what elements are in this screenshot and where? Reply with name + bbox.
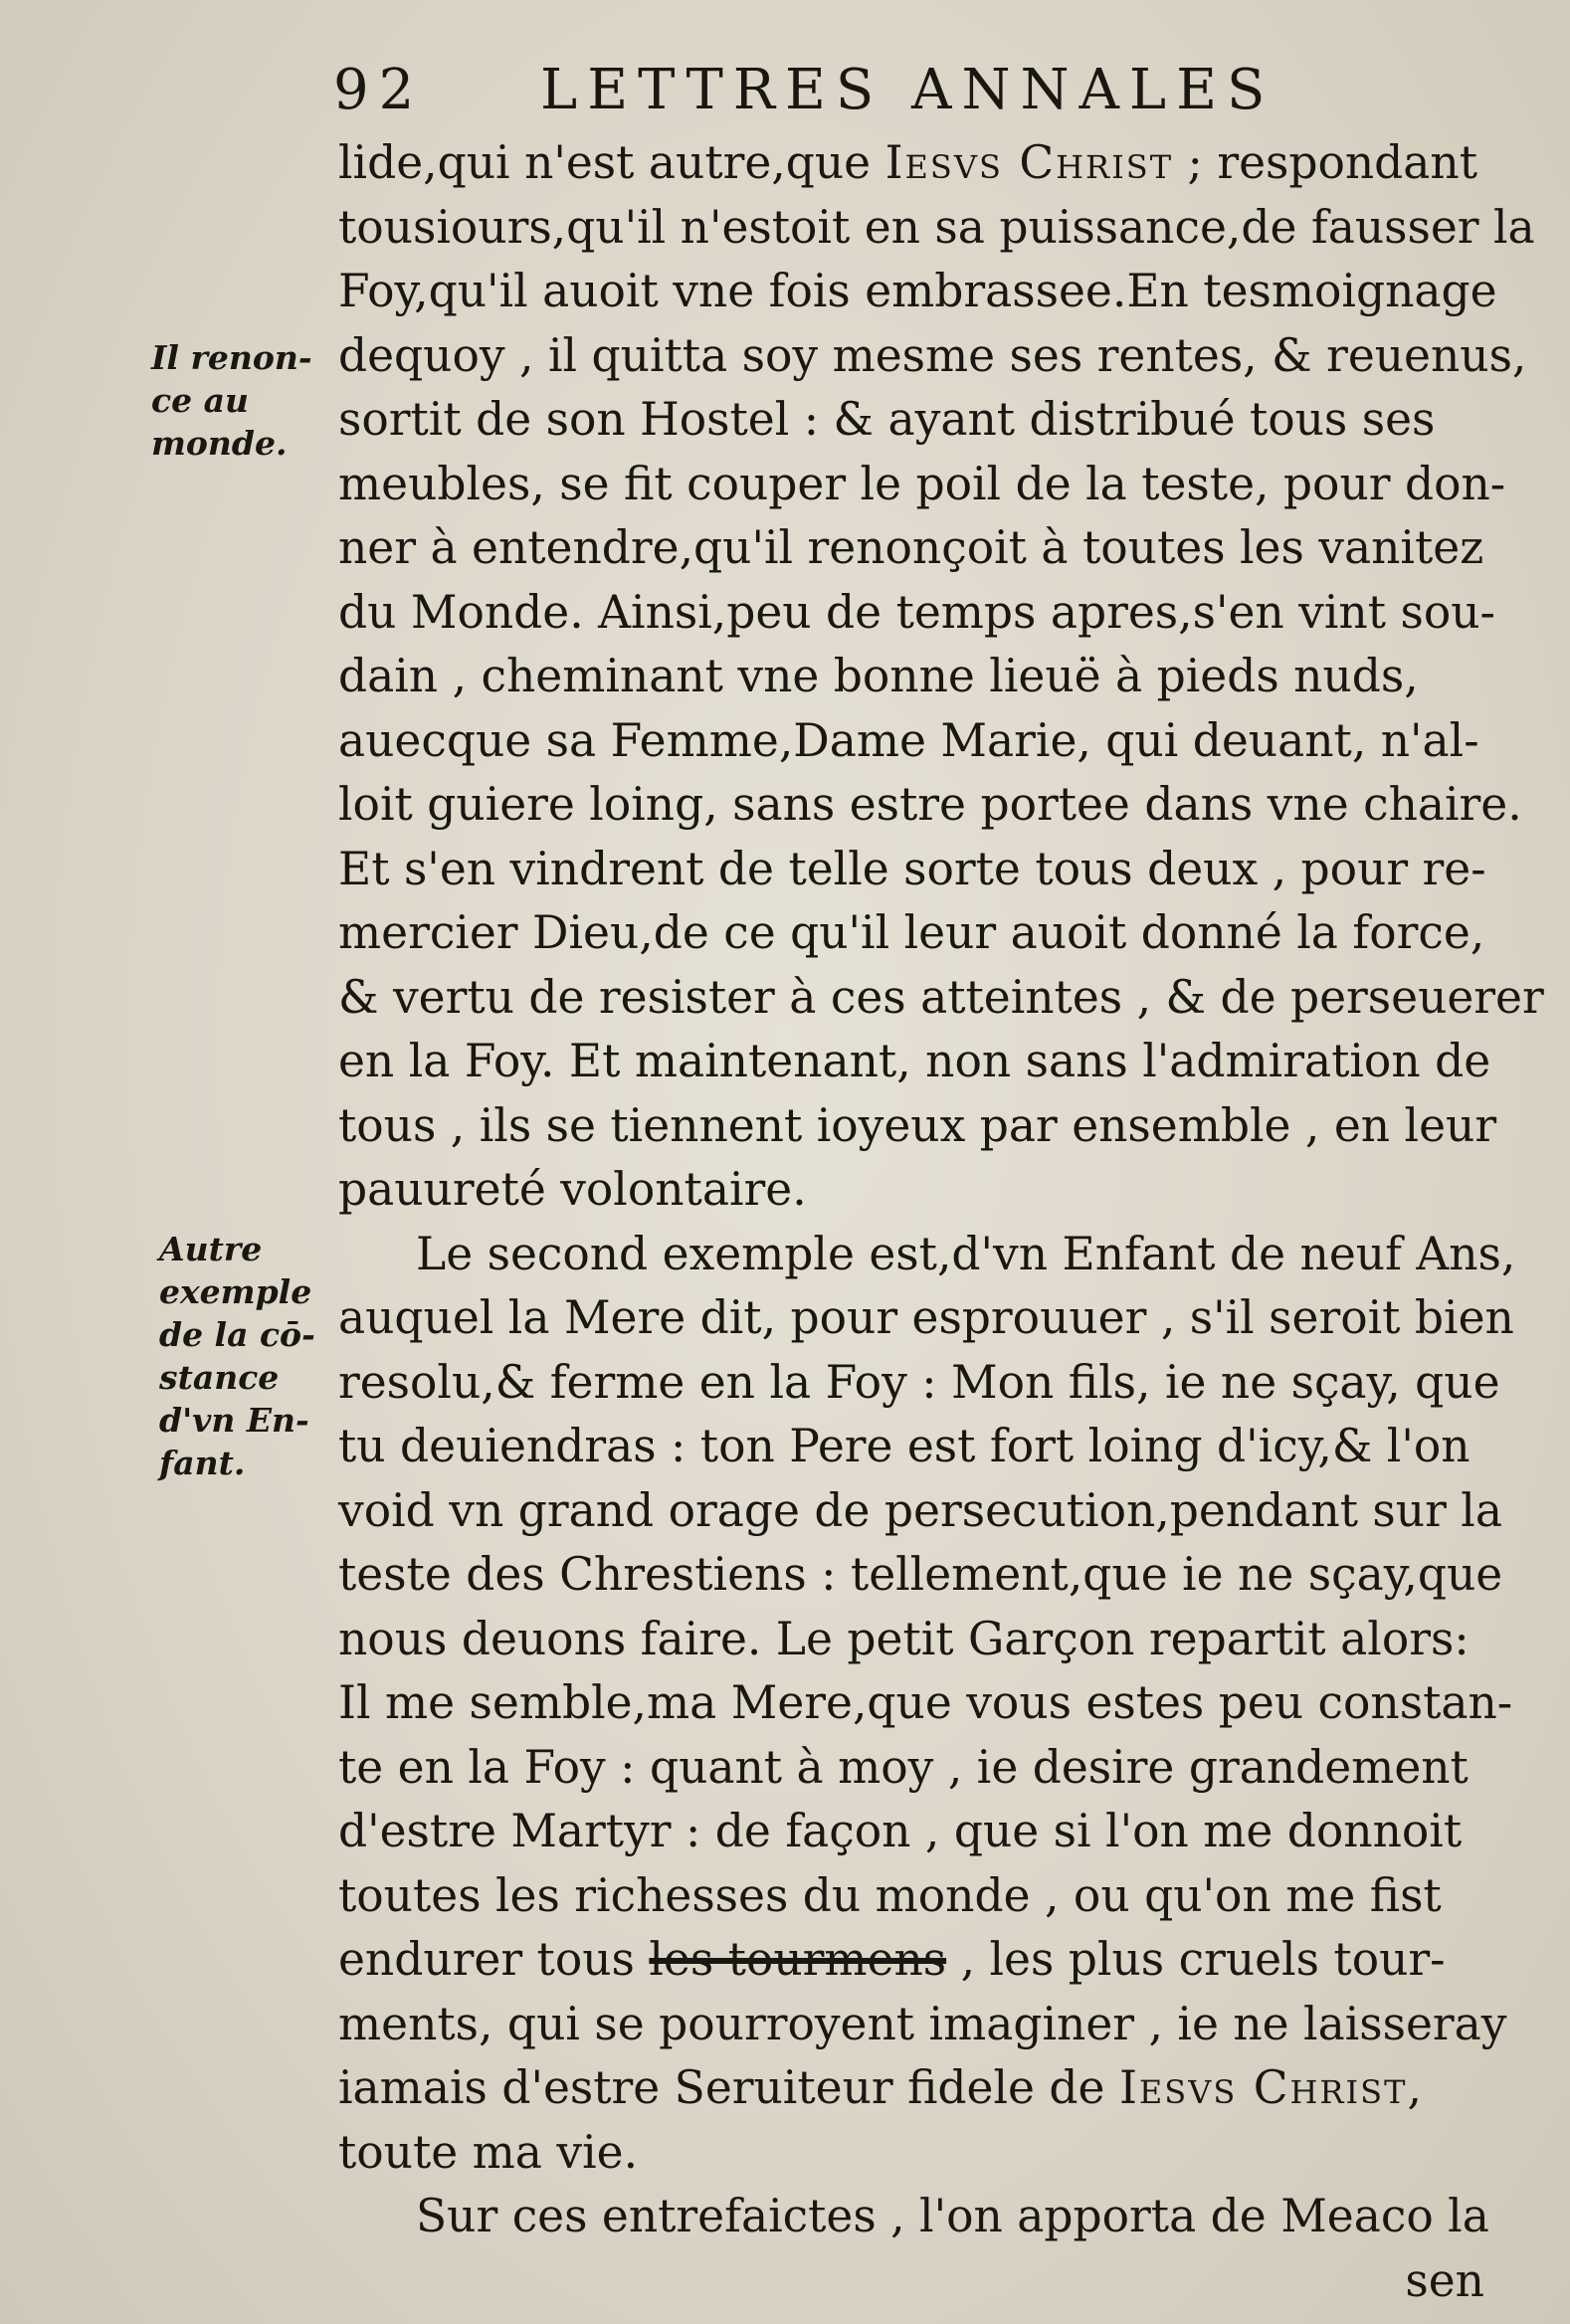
margin-note-line: stance bbox=[159, 1358, 280, 1397]
text-line: Le second exemple est,d'vn Enfant de neuf Ans, bbox=[416, 1227, 1516, 1280]
text-segment: lide,qui n'est autre,que bbox=[338, 136, 885, 189]
margin-note-line: Autre bbox=[159, 1230, 263, 1268]
text-segment: ; respondant bbox=[1173, 136, 1478, 189]
text-line: te en la Foy : quant à moy , ie desire grandement bbox=[338, 1740, 1469, 1794]
text-line: teste des Chrestiens : tellement,que ie ne sçay,que bbox=[338, 1548, 1503, 1601]
text-line: & vertu de resister à ces atteintes , & de perseuerer bbox=[338, 970, 1544, 1024]
text-line: Foy,qu'il auoit vne fois embrassee.En tesmoignage bbox=[338, 265, 1497, 317]
text-line: Et s'en vindrent de telle sorte tous deux , pour re- bbox=[338, 842, 1486, 895]
text-segment: endurer tous bbox=[338, 1933, 650, 1986]
text-line: Sur ces entrefaictes , l'on apporta de Meaco la bbox=[416, 2190, 1489, 2242]
margin-note-line: ce au bbox=[151, 381, 249, 420]
text-line: dain , cheminant vne bonne lieuë à pieds nuds, bbox=[338, 650, 1419, 702]
margin-note-renunciation bbox=[151, 336, 310, 465]
page-number: 92 bbox=[333, 58, 425, 122]
margin-note-line: exemple bbox=[159, 1272, 312, 1311]
margin-note-line: Il renon- bbox=[151, 338, 312, 377]
small-caps-name: Iesvs Christ bbox=[884, 136, 1174, 189]
text-line: auquel la Mere dit, pour esprouuer , s'il seroit bien bbox=[338, 1291, 1514, 1344]
running-header bbox=[333, 58, 1328, 127]
text-line: mercier Dieu,de ce qu'il leur auoit donné la force, bbox=[338, 906, 1485, 959]
catchword: sen bbox=[1405, 2253, 1484, 2307]
text-line: toute ma vie. bbox=[338, 2125, 639, 2179]
text-line: dequoy , il quitta soy mesme ses rentes, & reuenus, bbox=[338, 328, 1527, 382]
margin-note-line: de la cō- bbox=[159, 1315, 315, 1354]
text-line bbox=[338, 2056, 1492, 2121]
text-line: sortit de son Hostel : & ayant distribué tous ses bbox=[338, 393, 1436, 446]
text-segment: , bbox=[1407, 2061, 1422, 2114]
text-line bbox=[338, 131, 1492, 196]
struck-through-text: les tourmens bbox=[649, 1933, 947, 1986]
margin-note-line: monde. bbox=[151, 424, 288, 463]
text-line: d'estre Martyr : de façon , que si l'on me donnoit bbox=[338, 1805, 1463, 1857]
text-line: en la Foy. Et maintenant, non sans l'admiration de bbox=[338, 1035, 1491, 1087]
text-line: meubles, se fit couper le poil de la teste, pour don- bbox=[338, 457, 1506, 510]
text-line: ments, qui se pourroyent imaginer , ie ne laisseray bbox=[338, 1997, 1507, 2050]
text-segment: iamais d'estre Seruiteur fidele de bbox=[338, 2061, 1119, 2114]
text-line: tousiours,qu'il n'estoit en sa puissance,de fausser la bbox=[338, 200, 1535, 254]
text-line: pauureté volontaire. bbox=[338, 1163, 807, 1216]
text-line: du Monde. Ainsi,peu de temps apres,s'en vint sou- bbox=[338, 585, 1495, 639]
text-line: resolu,& ferme en la Foy : Mon fils, ie ne sçay, que bbox=[338, 1355, 1500, 1409]
text-segment: , les plus cruels tour- bbox=[946, 1933, 1446, 1986]
text-line: ner à entendre,qu'il renonçoit à toutes les vanitez bbox=[338, 521, 1484, 574]
text-line: nous deuons faire. Le petit Garçon repartit alors: bbox=[338, 1612, 1470, 1665]
text-line: tu deuiendras : ton Pere est fort loing d'icy,& l'on bbox=[338, 1420, 1471, 1472]
text-line: tous , ils se tiennent ioyeux par ensemble , en leur bbox=[338, 1098, 1497, 1152]
small-caps-name: Iesvs Christ bbox=[1118, 2061, 1408, 2114]
text-line: void vn grand orage de persecution,pendant sur la bbox=[338, 1483, 1502, 1537]
margin-note-child-example bbox=[159, 1228, 333, 1484]
text-line: Il me semble,ma Mere,que vous estes peu constan- bbox=[338, 1676, 1513, 1729]
text-line: toutes les richesses du monde , ou qu'on me fist bbox=[338, 1868, 1442, 1922]
margin-note-line: fant. bbox=[159, 1444, 246, 1482]
running-title: LETTRES ANNALES bbox=[540, 58, 1276, 122]
text-line: loit guiere loing, sans estre portee dans vne chaire. bbox=[338, 778, 1522, 831]
text-line bbox=[338, 1928, 1492, 1993]
text-line: auecque sa Femme,Dame Marie, qui deuant, n'al- bbox=[338, 713, 1479, 767]
body-text bbox=[338, 131, 1544, 2313]
margin-note-line: d'vn En- bbox=[159, 1401, 309, 1440]
